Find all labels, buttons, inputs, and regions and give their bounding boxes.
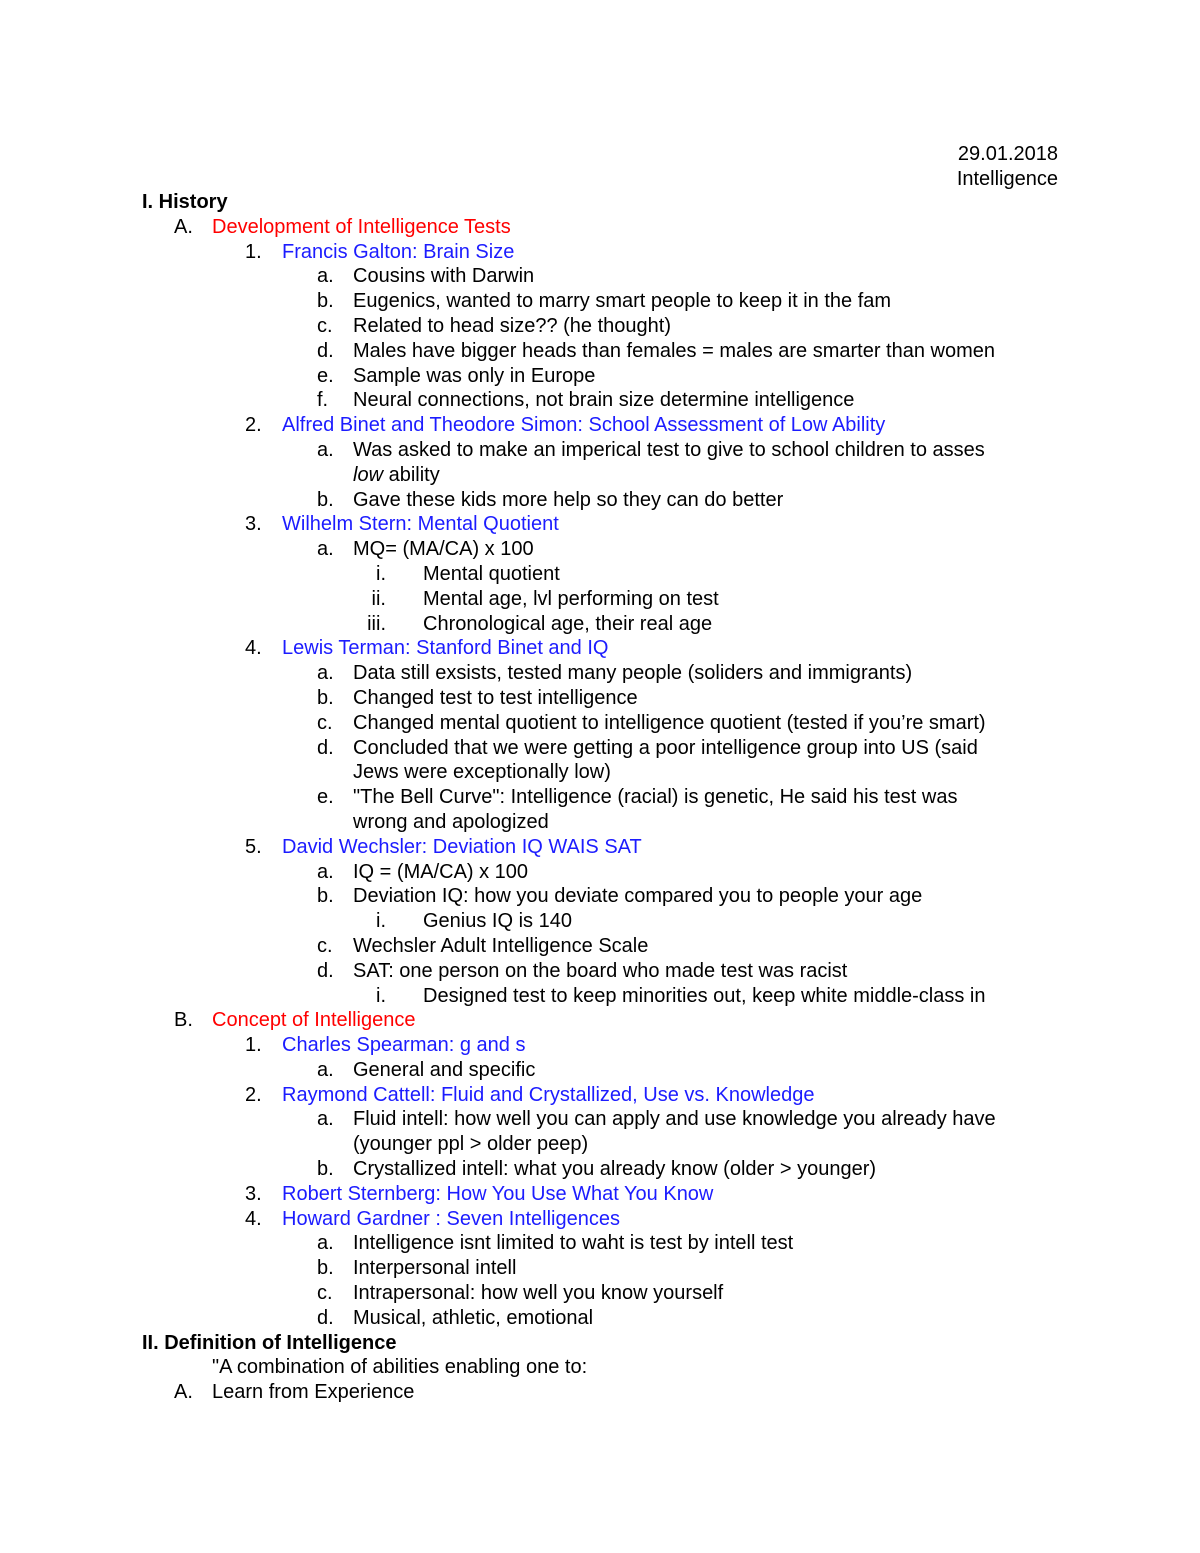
line-text: Cousins with Darwin [353, 265, 535, 288]
outline-line [0, 1231, 1200, 1256]
outline-line [0, 289, 1200, 314]
line-text: II. Definition of Intelligence [142, 1331, 397, 1354]
outline-line [0, 810, 1200, 835]
line-text: Wilhelm Stern: Mental Quotient [282, 513, 559, 536]
section-heading [0, 190, 1200, 215]
line-text: "A combination of abilities enabling one to: [212, 1356, 588, 1379]
list-marker: b. [317, 290, 334, 313]
line-text: low ability [353, 463, 440, 486]
outline-line [0, 711, 1200, 736]
outline-line [0, 1256, 1200, 1281]
line-text: Intelligence isnt limited to waht is test by intell test [353, 1232, 794, 1255]
list-marker: d. [317, 1306, 334, 1329]
line-text: Data still exsists, tested many people (soliders and immigrants) [353, 662, 913, 685]
outline-line [0, 1355, 1200, 1380]
list-marker: a. [317, 538, 334, 561]
outline-line [0, 537, 1200, 562]
line-text: Related to head size?? (he thought) [353, 314, 671, 337]
line-text: Chronological age, their real age [423, 612, 713, 635]
line-text: Lewis Terman: Stanford Binet and IQ [282, 637, 609, 660]
outline-line [0, 388, 1200, 413]
outline-line [0, 1008, 1200, 1033]
line-text: Males have bigger heads than females = males are smarter than women [353, 339, 996, 362]
outline-line [0, 1306, 1200, 1331]
outline-line [0, 785, 1200, 810]
list-marker: 2. [245, 1083, 262, 1106]
line-text: Changed mental quotient to intelligence quotient (tested if you’re smart) [353, 711, 986, 734]
line-text: SAT: one person on the board who made test was racist [353, 959, 848, 982]
list-marker: ii. [371, 587, 386, 610]
list-marker: b. [317, 488, 334, 511]
section-heading [0, 1331, 1200, 1356]
list-marker: b. [317, 686, 334, 709]
list-marker: i. [376, 562, 386, 585]
outline-line [0, 1157, 1200, 1182]
line-text: Deviation IQ: how you deviate compared you to people your age [353, 885, 923, 908]
list-marker: a. [317, 1058, 334, 1081]
list-marker: B. [174, 1009, 193, 1032]
list-marker: c. [317, 1282, 333, 1305]
list-marker: a. [317, 662, 334, 685]
list-marker: c. [317, 314, 333, 337]
line-text: Changed test to test intelligence [353, 686, 638, 709]
line-text: "The Bell Curve": Intelligence (racial) is genetic, He said his test was [353, 786, 958, 809]
line-text: Development of Intelligence Tests [212, 215, 511, 238]
outline-line [0, 909, 1200, 934]
outline-line [0, 1058, 1200, 1083]
list-marker: a. [317, 265, 334, 288]
line-text: Mental age, lvl performing on test [423, 587, 719, 610]
outline-line [0, 488, 1200, 513]
list-marker: 3. [245, 513, 262, 536]
outline-line [0, 215, 1200, 240]
line-text: Neural connections, not brain size determine intelligence [353, 389, 855, 412]
line-text: David Wechsler: Deviation IQ WAIS SAT [282, 835, 642, 858]
line-text: wrong and apologized [353, 810, 549, 833]
outline-line [0, 860, 1200, 885]
line-text: (younger ppl > older peep) [353, 1133, 589, 1156]
line-text: Fluid intell: how well you can apply and use knowledge you already have [353, 1108, 996, 1131]
list-marker: 5. [245, 835, 262, 858]
line-text: Raymond Cattell: Fluid and Crystallized, Use vs. Knowledge [282, 1083, 815, 1106]
list-marker: b. [317, 1158, 334, 1181]
outline-line [0, 264, 1200, 289]
outline-line [0, 612, 1200, 637]
line-text: Eugenics, wanted to marry smart people to keep it in the fam [353, 290, 892, 313]
list-marker: A. [174, 215, 193, 238]
outline-line [0, 364, 1200, 389]
list-marker: a. [317, 860, 334, 883]
outline-line [0, 1132, 1200, 1157]
outline-line [0, 314, 1200, 339]
outline-line [0, 1380, 1200, 1405]
list-marker: e. [317, 364, 334, 387]
list-marker: 1. [245, 1034, 262, 1057]
line-text: Jews were exceptionally low) [353, 761, 611, 784]
line-text: Mental quotient [423, 562, 560, 585]
outline-line [0, 438, 1200, 463]
outline-line [0, 959, 1200, 984]
list-marker: 4. [245, 637, 262, 660]
outline-line [0, 413, 1200, 438]
outline-line [0, 339, 1200, 364]
notes-outline [0, 190, 1200, 1405]
line-text: Genius IQ is 140 [423, 910, 572, 933]
outline-line [0, 1182, 1200, 1207]
line-text: Gave these kids more help so they can do better [353, 488, 784, 511]
list-marker: b. [317, 1257, 334, 1280]
line-text: General and specific [353, 1058, 536, 1081]
list-marker: 2. [245, 414, 262, 437]
list-marker: A. [174, 1381, 193, 1404]
outline-line [0, 240, 1200, 265]
line-text: Intrapersonal: how well you know yourself [353, 1282, 724, 1305]
list-marker: 4. [245, 1207, 262, 1230]
list-marker: d. [317, 736, 334, 759]
line-text: I. History [142, 191, 228, 213]
list-marker: a. [317, 1232, 334, 1255]
line-text: Concept of Intelligence [212, 1009, 416, 1032]
line-text: Howard Gardner : Seven Intelligences [282, 1207, 620, 1230]
header-date: 29.01.2018 [957, 143, 1058, 165]
header-title: Intelligence [956, 168, 1058, 190]
outline-line [0, 1107, 1200, 1132]
outline-line [0, 512, 1200, 537]
list-marker: d. [317, 959, 334, 982]
outline-line [0, 884, 1200, 909]
line-text: Musical, athletic, emotional [353, 1306, 594, 1329]
line-text: MQ= (MA/CA) x 100 [353, 538, 534, 561]
line-text: IQ = (MA/CA) x 100 [353, 860, 529, 883]
line-text: Concluded that we were getting a poor intelligence group into US (said [353, 736, 978, 759]
line-text: Francis Galton: Brain Size [282, 240, 515, 263]
list-marker: i. [376, 910, 386, 933]
list-marker: f. [317, 389, 329, 412]
list-marker: d. [317, 339, 334, 362]
list-marker: iii. [367, 612, 386, 635]
outline-line [0, 463, 1200, 488]
list-marker: e. [317, 786, 334, 809]
line-text: Sample was only in Europe [353, 364, 596, 387]
list-marker: b. [317, 885, 334, 908]
outline-line [0, 1281, 1200, 1306]
outline-line [0, 587, 1200, 612]
list-marker: i. [376, 984, 386, 1007]
outline-line [0, 1207, 1200, 1232]
line-text: Alfred Binet and Theodore Simon: School Assessment of Low Ability [282, 414, 886, 437]
line-text: Charles Spearman: g and s [282, 1034, 526, 1057]
list-marker: c. [317, 711, 333, 734]
line-text: Was asked to make an imperical test to give to school children to asses [353, 438, 985, 461]
list-marker: a. [317, 1108, 334, 1131]
outline-line [0, 984, 1200, 1009]
list-marker: 3. [245, 1182, 262, 1205]
line-text: Wechsler Adult Intelligence Scale [353, 934, 649, 957]
outline-line [0, 1083, 1200, 1108]
line-text: Learn from Experience [212, 1381, 415, 1404]
outline-line [0, 934, 1200, 959]
outline-line [0, 562, 1200, 587]
list-marker: c. [317, 934, 333, 957]
line-text: Crystallized intell: what you already know (older > younger) [353, 1158, 877, 1181]
list-marker: 1. [245, 240, 262, 263]
line-text: Interpersonal intell [353, 1257, 517, 1280]
line-text: Designed test to keep minorities out, keep white middle-class in [423, 984, 986, 1007]
list-marker: a. [317, 438, 334, 461]
outline-line [0, 835, 1200, 860]
outline-line [0, 636, 1200, 661]
outline-line [0, 686, 1200, 711]
outline-line [0, 760, 1200, 785]
line-text: Robert Sternberg: How You Use What You Know [282, 1182, 714, 1205]
outline-line [0, 1033, 1200, 1058]
outline-line [0, 736, 1200, 761]
outline-line [0, 661, 1200, 686]
